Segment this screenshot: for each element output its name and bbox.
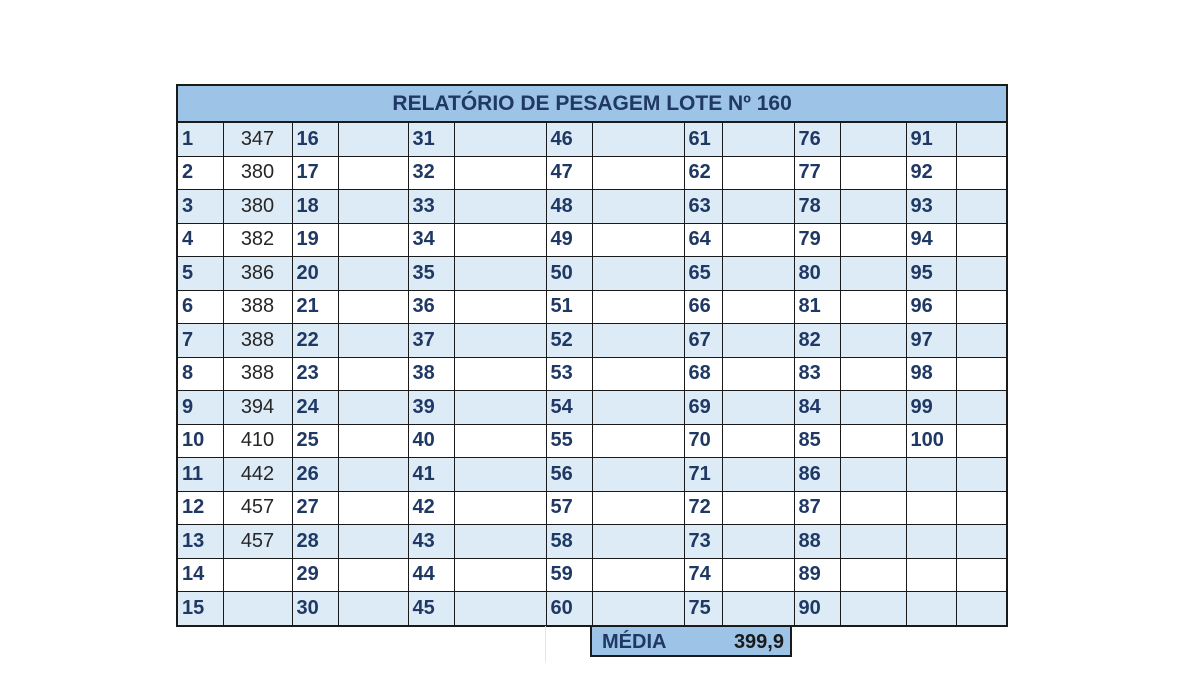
weight-value[interactable]	[722, 391, 794, 425]
weight-value[interactable]	[454, 223, 546, 257]
item-number: 56	[546, 458, 592, 492]
weight-value[interactable]	[592, 424, 684, 458]
item-number: 59	[546, 558, 592, 592]
item-number: 63	[684, 190, 722, 224]
weight-value[interactable]	[592, 558, 684, 592]
item-number: 87	[794, 491, 840, 525]
weight-value[interactable]: 388	[223, 324, 292, 358]
table-row	[177, 424, 1007, 458]
table-row	[177, 324, 1007, 358]
weight-value[interactable]	[840, 558, 906, 592]
weight-value[interactable]	[338, 357, 408, 391]
item-number: 6	[177, 290, 223, 324]
weight-value[interactable]	[338, 424, 408, 458]
weight-value[interactable]	[338, 122, 408, 156]
item-number: 80	[794, 257, 840, 291]
item-number: 15	[177, 592, 223, 626]
divider-line	[545, 626, 546, 662]
item-number: 64	[684, 223, 722, 257]
weight-value[interactable]	[840, 525, 906, 559]
table-row	[177, 525, 1007, 559]
weight-value[interactable]	[338, 491, 408, 525]
item-number: 75	[684, 592, 722, 626]
weight-value[interactable]	[722, 257, 794, 291]
weight-value[interactable]	[722, 491, 794, 525]
item-number: 24	[292, 391, 338, 425]
table-row	[177, 122, 1007, 156]
item-number	[906, 458, 956, 492]
weight-value[interactable]	[956, 190, 1007, 224]
weight-value[interactable]	[722, 458, 794, 492]
weight-value[interactable]	[722, 525, 794, 559]
weight-value[interactable]: 380	[223, 190, 292, 224]
item-number: 76	[794, 122, 840, 156]
weight-value[interactable]	[454, 592, 546, 626]
item-number: 35	[408, 257, 454, 291]
item-number: 51	[546, 290, 592, 324]
item-number: 20	[292, 257, 338, 291]
item-number: 50	[546, 257, 592, 291]
weight-value[interactable]: 388	[223, 357, 292, 391]
table-row	[177, 558, 1007, 592]
weight-value[interactable]	[454, 458, 546, 492]
item-number: 21	[292, 290, 338, 324]
item-number: 7	[177, 324, 223, 358]
weight-value[interactable]	[592, 122, 684, 156]
item-number: 28	[292, 525, 338, 559]
table-row	[177, 223, 1007, 257]
weight-value[interactable]	[722, 156, 794, 190]
item-number: 23	[292, 357, 338, 391]
item-number: 34	[408, 223, 454, 257]
weight-value[interactable]	[454, 122, 546, 156]
item-number: 10	[177, 424, 223, 458]
weight-value[interactable]	[454, 324, 546, 358]
table-row	[177, 391, 1007, 425]
item-number: 12	[177, 491, 223, 525]
item-number: 53	[546, 357, 592, 391]
weight-value[interactable]	[338, 458, 408, 492]
weight-value[interactable]	[338, 525, 408, 559]
item-number: 69	[684, 391, 722, 425]
weight-value[interactable]	[840, 257, 906, 291]
weight-value[interactable]: 410	[223, 424, 292, 458]
item-number: 48	[546, 190, 592, 224]
weighing-report-table	[176, 84, 1008, 627]
weight-value[interactable]	[722, 558, 794, 592]
item-number: 47	[546, 156, 592, 190]
item-number	[906, 558, 956, 592]
item-number: 33	[408, 190, 454, 224]
weight-value[interactable]	[840, 458, 906, 492]
weight-value[interactable]	[722, 122, 794, 156]
average-summary	[590, 625, 792, 657]
weight-value[interactable]	[454, 190, 546, 224]
weight-value[interactable]	[956, 491, 1007, 525]
weight-value[interactable]	[454, 424, 546, 458]
item-number: 13	[177, 525, 223, 559]
item-number: 32	[408, 156, 454, 190]
item-number: 70	[684, 424, 722, 458]
item-number: 5	[177, 257, 223, 291]
weight-value[interactable]	[956, 558, 1007, 592]
item-number: 73	[684, 525, 722, 559]
weight-value[interactable]	[592, 257, 684, 291]
weight-value[interactable]	[840, 122, 906, 156]
weight-value[interactable]	[592, 357, 684, 391]
weight-value[interactable]	[592, 525, 684, 559]
weight-value[interactable]	[592, 190, 684, 224]
weight-value[interactable]	[956, 357, 1007, 391]
weight-value[interactable]	[454, 257, 546, 291]
weight-value[interactable]	[840, 190, 906, 224]
item-number: 91	[906, 122, 956, 156]
weight-value[interactable]	[592, 491, 684, 525]
weight-value[interactable]	[338, 391, 408, 425]
item-number: 43	[408, 525, 454, 559]
item-number: 98	[906, 357, 956, 391]
average-value: 399,9	[733, 631, 784, 653]
weight-value[interactable]	[338, 223, 408, 257]
item-number: 40	[408, 424, 454, 458]
item-number: 82	[794, 324, 840, 358]
item-number: 42	[408, 491, 454, 525]
item-number: 39	[408, 391, 454, 425]
weight-value[interactable]: 386	[223, 257, 292, 291]
item-number: 72	[684, 491, 722, 525]
weight-value[interactable]	[338, 290, 408, 324]
item-number: 30	[292, 592, 338, 626]
weight-value[interactable]	[722, 190, 794, 224]
item-number: 1	[177, 122, 223, 156]
item-number: 57	[546, 491, 592, 525]
item-number: 29	[292, 558, 338, 592]
weight-value[interactable]	[722, 223, 794, 257]
item-number: 44	[408, 558, 454, 592]
item-number: 74	[684, 558, 722, 592]
table-row	[177, 190, 1007, 224]
weight-value[interactable]	[956, 525, 1007, 559]
weight-value[interactable]	[338, 558, 408, 592]
item-number: 27	[292, 491, 338, 525]
weight-value[interactable]	[956, 592, 1007, 626]
weight-value[interactable]	[592, 391, 684, 425]
weight-value[interactable]	[956, 324, 1007, 358]
weight-value[interactable]	[223, 558, 292, 592]
weight-value[interactable]	[840, 223, 906, 257]
item-number: 86	[794, 458, 840, 492]
item-number: 95	[906, 257, 956, 291]
item-number: 77	[794, 156, 840, 190]
item-number: 60	[546, 592, 592, 626]
table-row	[177, 156, 1007, 190]
item-number	[906, 592, 956, 626]
item-number: 88	[794, 525, 840, 559]
title-row	[177, 85, 1007, 122]
weight-value[interactable]	[722, 424, 794, 458]
item-number: 92	[906, 156, 956, 190]
item-number: 78	[794, 190, 840, 224]
item-number: 96	[906, 290, 956, 324]
item-number: 54	[546, 391, 592, 425]
weight-value[interactable]: 380	[223, 156, 292, 190]
weight-value[interactable]	[592, 324, 684, 358]
weight-value[interactable]: 394	[223, 391, 292, 425]
weight-value[interactable]	[338, 592, 408, 626]
table-row	[177, 357, 1007, 391]
weight-value[interactable]	[454, 525, 546, 559]
weight-value[interactable]	[722, 290, 794, 324]
weight-value[interactable]	[956, 391, 1007, 425]
weight-value[interactable]	[956, 290, 1007, 324]
weight-value[interactable]: 382	[223, 223, 292, 257]
weight-value[interactable]	[592, 458, 684, 492]
weight-value[interactable]	[956, 122, 1007, 156]
weight-value[interactable]: 347	[223, 122, 292, 156]
item-number: 36	[408, 290, 454, 324]
item-number: 52	[546, 324, 592, 358]
weight-value[interactable]	[840, 592, 906, 626]
weight-value[interactable]	[956, 458, 1007, 492]
weight-value[interactable]	[722, 357, 794, 391]
item-number: 97	[906, 324, 956, 358]
weight-value[interactable]	[223, 592, 292, 626]
item-number: 55	[546, 424, 592, 458]
weight-value[interactable]	[840, 290, 906, 324]
weight-value[interactable]	[592, 223, 684, 257]
weight-value[interactable]: 388	[223, 290, 292, 324]
weight-value[interactable]	[840, 357, 906, 391]
item-number: 100	[906, 424, 956, 458]
item-number: 81	[794, 290, 840, 324]
item-number: 58	[546, 525, 592, 559]
weight-value[interactable]	[840, 491, 906, 525]
report-title: RELATÓRIO DE PESAGEM LOTE Nº 160	[177, 85, 1007, 122]
weight-value[interactable]	[338, 190, 408, 224]
weight-value[interactable]	[338, 257, 408, 291]
item-number: 2	[177, 156, 223, 190]
item-number: 26	[292, 458, 338, 492]
item-number: 22	[292, 324, 338, 358]
item-number: 8	[177, 357, 223, 391]
weight-value[interactable]	[454, 391, 546, 425]
weight-value[interactable]	[956, 424, 1007, 458]
item-number: 37	[408, 324, 454, 358]
weight-value[interactable]	[840, 391, 906, 425]
table-row	[177, 257, 1007, 291]
weight-value[interactable]	[454, 491, 546, 525]
weight-value[interactable]	[454, 290, 546, 324]
table-row	[177, 592, 1007, 626]
item-number: 38	[408, 357, 454, 391]
item-number: 31	[408, 122, 454, 156]
item-number: 62	[684, 156, 722, 190]
item-number: 93	[906, 190, 956, 224]
weight-value[interactable]	[956, 223, 1007, 257]
item-number: 66	[684, 290, 722, 324]
weight-value[interactable]	[840, 156, 906, 190]
weight-value[interactable]: 457	[223, 525, 292, 559]
weight-value[interactable]: 442	[223, 458, 292, 492]
weight-value[interactable]	[592, 592, 684, 626]
item-number: 45	[408, 592, 454, 626]
item-number: 3	[177, 190, 223, 224]
weight-value[interactable]	[454, 357, 546, 391]
table-row	[177, 290, 1007, 324]
weight-value[interactable]	[840, 424, 906, 458]
item-number: 25	[292, 424, 338, 458]
weight-value[interactable]	[338, 324, 408, 358]
item-number: 46	[546, 122, 592, 156]
item-number: 9	[177, 391, 223, 425]
weight-value[interactable]	[454, 156, 546, 190]
item-number: 65	[684, 257, 722, 291]
item-number: 14	[177, 558, 223, 592]
table-row	[177, 458, 1007, 492]
table-row	[177, 491, 1007, 525]
item-number: 84	[794, 391, 840, 425]
weight-value[interactable]	[956, 257, 1007, 291]
item-number: 68	[684, 357, 722, 391]
weight-value[interactable]	[840, 324, 906, 358]
item-number: 71	[684, 458, 722, 492]
item-number: 67	[684, 324, 722, 358]
item-number	[906, 525, 956, 559]
item-number: 79	[794, 223, 840, 257]
item-number: 94	[906, 223, 956, 257]
item-number: 16	[292, 122, 338, 156]
item-number: 18	[292, 190, 338, 224]
item-number: 90	[794, 592, 840, 626]
item-number: 41	[408, 458, 454, 492]
item-number: 99	[906, 391, 956, 425]
item-number: 89	[794, 558, 840, 592]
weight-value[interactable]	[592, 290, 684, 324]
weight-value[interactable]	[956, 156, 1007, 190]
weight-value[interactable]	[722, 324, 794, 358]
weight-value[interactable]	[722, 592, 794, 626]
item-number: 83	[794, 357, 840, 391]
item-number: 61	[684, 122, 722, 156]
item-number: 85	[794, 424, 840, 458]
weight-value[interactable]	[454, 558, 546, 592]
item-number: 4	[177, 223, 223, 257]
weight-value[interactable]	[338, 156, 408, 190]
average-label: MÉDIA	[602, 631, 667, 653]
weight-value[interactable]	[592, 156, 684, 190]
weight-value[interactable]: 457	[223, 491, 292, 525]
item-number	[906, 491, 956, 525]
item-number: 19	[292, 223, 338, 257]
item-number: 49	[546, 223, 592, 257]
item-number: 17	[292, 156, 338, 190]
item-number: 11	[177, 458, 223, 492]
